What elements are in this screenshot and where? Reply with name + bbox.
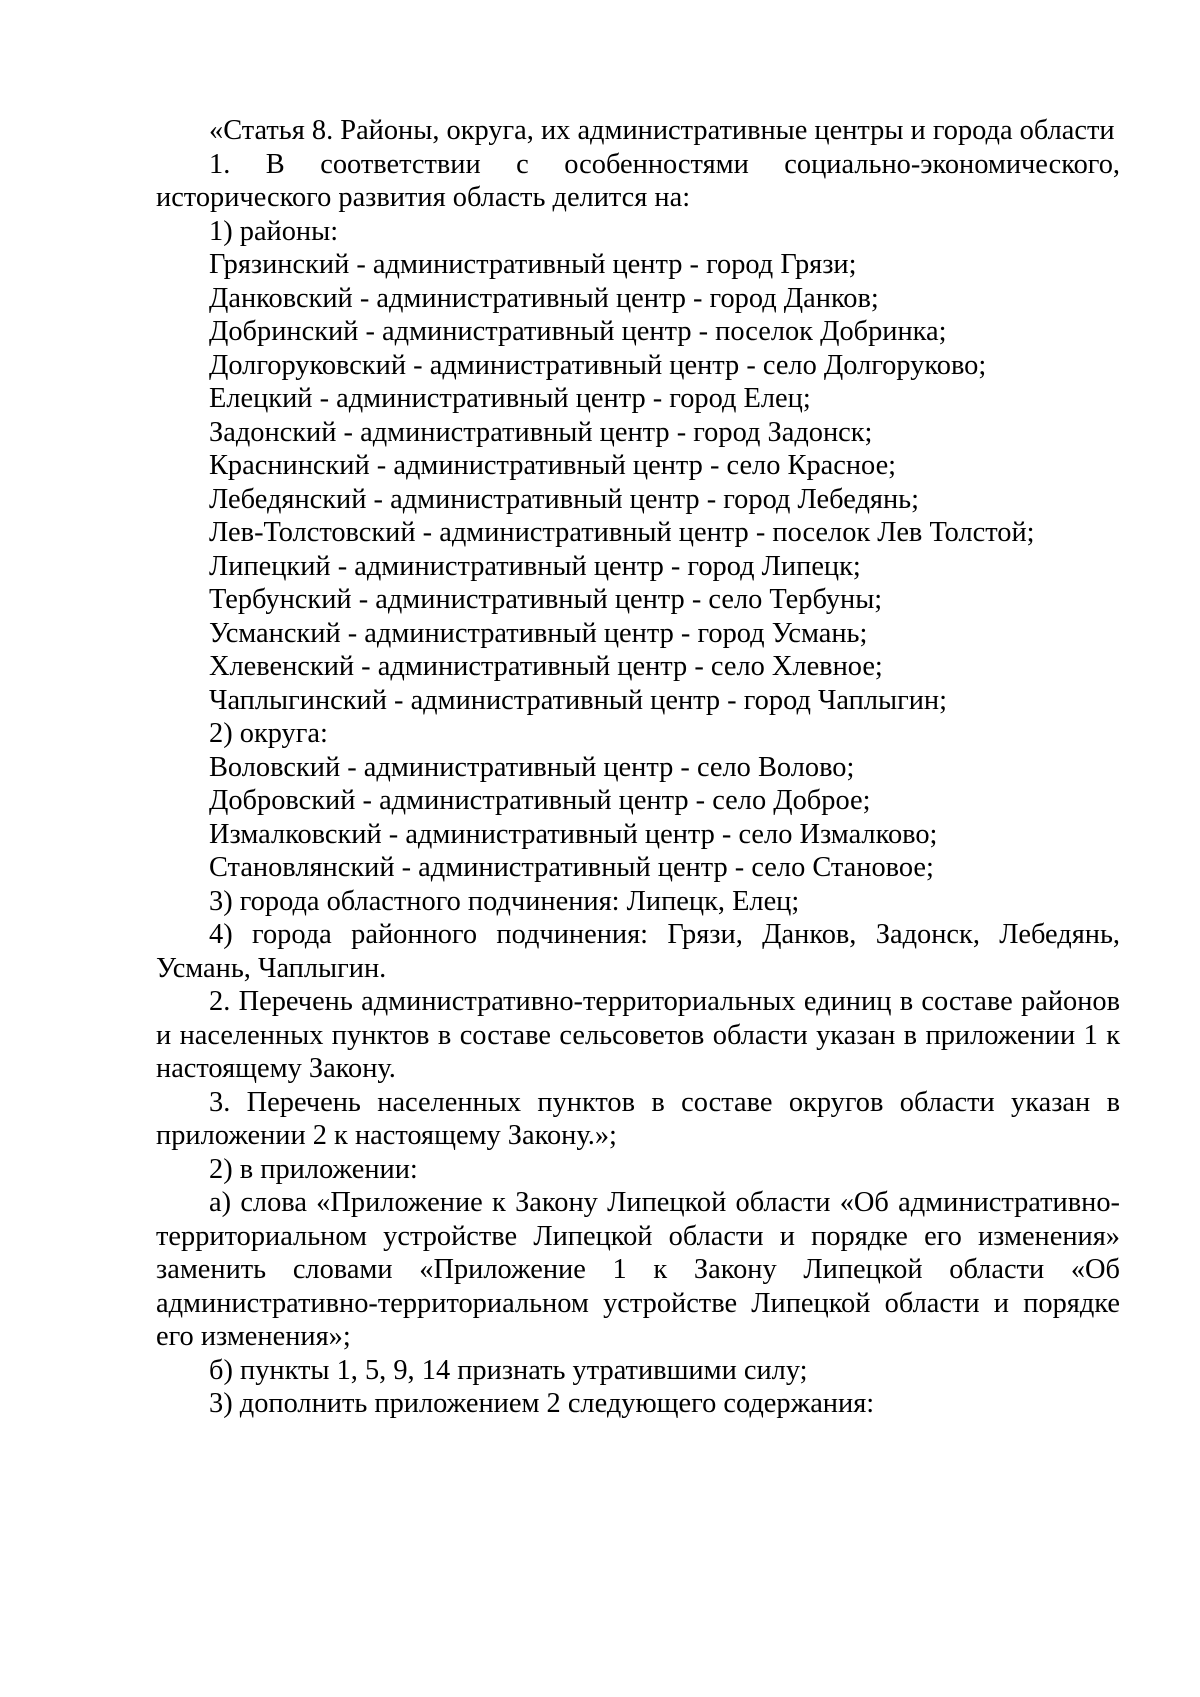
- district-item: Усманский - административный центр - город Усмань;: [209, 617, 868, 649]
- district-item: Лебедянский - административный центр - город Лебедянь;: [209, 483, 919, 515]
- paragraph-3: 3. Перечень населенных пунктов в составе округов области указан в приложении 2 к настоящему Закону.»;: [156, 1086, 1120, 1151]
- paragraph-1-intro: 1. В соответствии с особенностями социально-экономического, исторического развития область делится на:: [156, 148, 1120, 213]
- district-item: Тербунский - административный центр - село Тербуны;: [209, 584, 883, 615]
- appendix-item-b: б) пункты 1, 5, 9, 14 признать утратившими силу;: [209, 1354, 808, 1386]
- amendment-item-3: 3) дополнить приложением 2 следующего содержания:: [209, 1388, 875, 1419]
- okrug-item: Воловский - административный центр - село Волово;: [209, 751, 855, 783]
- district-item: Липецкий - административный центр - город Липецк;: [209, 550, 861, 582]
- okrugs-heading: 2) округа:: [209, 718, 328, 749]
- district-item: Елецкий - административный центр - город Елец;: [209, 383, 811, 414]
- document-body: [156, 114, 1120, 1421]
- district-item: Хлевенский - административный центр - село Хлевное;: [209, 651, 883, 682]
- article-heading: «Статья 8. Районы, округа, их административные центры и города области: [209, 115, 1115, 146]
- okrug-item: Добровский - административный центр - село Доброе;: [209, 785, 871, 816]
- district-item: Долгоруковский - административный центр - село Долгоруково;: [209, 349, 987, 381]
- district-cities-item: 4) города районного подчинения: Грязи, Данков, Задонск, Лебедянь, Усмань, Чаплыгин.: [156, 919, 1120, 984]
- districts-heading: 1) районы:: [209, 215, 339, 247]
- regional-cities-item: 3) города областного подчинения: Липецк, Елец;: [209, 885, 800, 917]
- okrug-item: Измалковский - административный центр - село Измалково;: [209, 818, 938, 850]
- district-item: Чаплыгинский - административный центр - город Чаплыгин;: [209, 684, 948, 716]
- appendix-item-a: а) слова «Приложение к Закону Липецкой области «Об административно-территориальном устройстве Липецкой области и порядке его изменения» заменить словами «Приложение 1 к Закону Липецкой области «Об административно-территориальном устройстве Липецкой области и порядке его изменения»;: [156, 1187, 1120, 1352]
- district-item: Задонский - административный центр - город Задонск;: [209, 416, 873, 448]
- district-item: Данковский - административный центр - город Данков;: [209, 282, 879, 314]
- paragraph-2: 2. Перечень административно-территориальных единиц в составе районов и населенных пунктов в составе сельсоветов области указан в приложении 1 к настоящему Закону.: [156, 986, 1120, 1084]
- appendix-heading: 2) в приложении:: [209, 1153, 418, 1185]
- district-item: Добринский - административный центр - поселок Добринка;: [209, 316, 947, 347]
- district-item: Краснинский - административный центр - село Красное;: [209, 450, 897, 481]
- district-item: Лев-Толстовский - административный центр - поселок Лев Толстой;: [209, 517, 1035, 548]
- district-item: Грязинский - административный центр - город Грязи;: [209, 249, 857, 280]
- okrug-item: Становлянский - административный центр - село Становое;: [209, 852, 934, 883]
